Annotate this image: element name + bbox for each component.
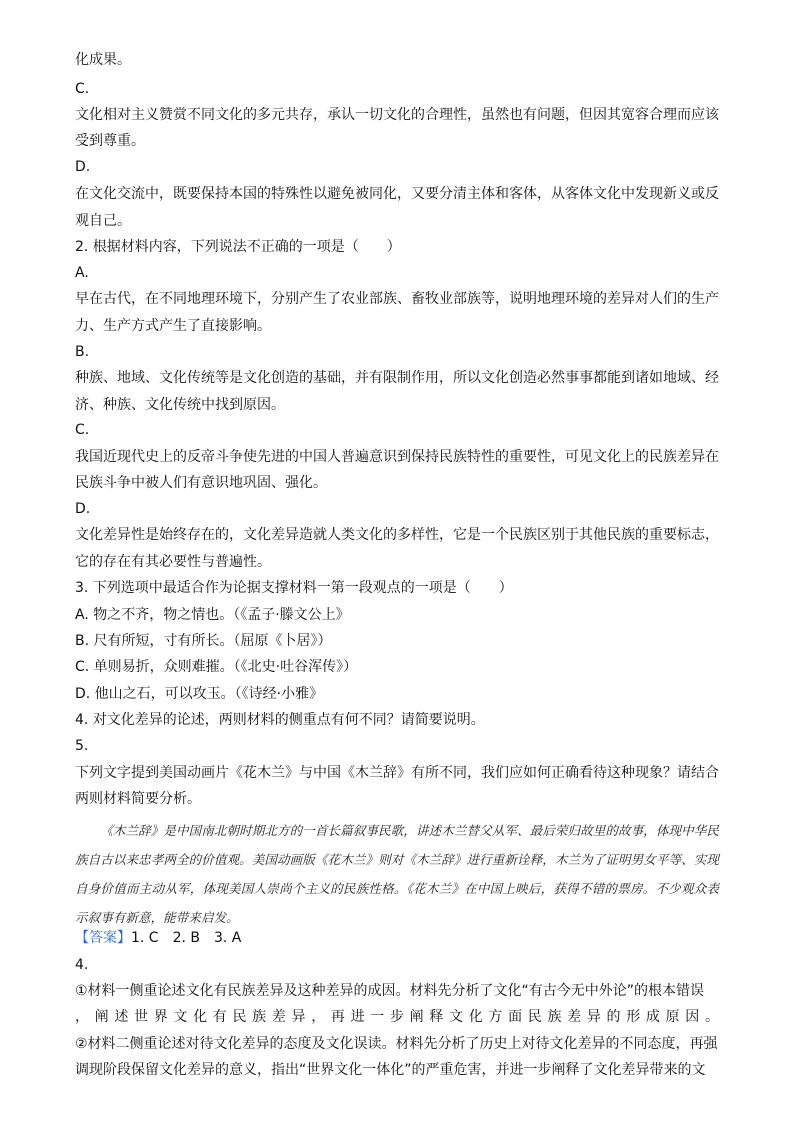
option-label: D. [75, 159, 91, 175]
text-line: 在文化交流中，既要保持本国的特殊性以避免被同化，又要分清主体和客体，从客体文化中发现新义或反 [75, 186, 719, 202]
question-number: 4. [75, 957, 89, 973]
question-2: 2. 根据材料内容，下列说法不正确的一项是（ ） [75, 239, 401, 255]
text-line: 文化差异性是始终存在的，文化差异造就人类文化的多样性，它是一个民族区别于其他民族的重要标志， [75, 527, 719, 543]
text-line: 观自己。 [75, 213, 131, 229]
answer-label: 【答案】 [75, 930, 131, 946]
option-c: C. 单则易折，众则难摧。（《北史·吐谷浑传》） [75, 659, 358, 675]
quoted-passage [75, 816, 719, 932]
option-a: A. 物之不齐，物之情也。（《孟子·滕文公上》 [75, 607, 350, 623]
question-number: 5. [75, 738, 89, 754]
answer-line [75, 928, 241, 948]
passage-text: 《木兰辞》是中国南北朝时期北方的一首长篇叙事民歌，讲述木兰替父从军、最后荣归故里的故事，体现中华民族自古以来忠孝两全的价值观。美国动画版《花木兰》则对《木兰辞》进行重新诠释，木兰为了证明男女平等、实现自身价值而主动从军，体现美国人崇尚个主义的民族性格。《花木兰》在中国上映后，获得不错的票房。不少观众表示叙事有新意，能带来启发。 [75, 823, 719, 925]
text-line: 调现阶段保留文化差异的意义，指出“世界文化一体化”的严重危害，并进一步阐释了文化差异带来的文 [75, 1062, 706, 1078]
text-line: 种族、地域、文化传统等是文化创造的基础，并有限制作用，所以文化创造必然事事都能到诸如地域、经 [75, 370, 719, 386]
option-label: C. [75, 422, 90, 438]
text-line: ②材料二侧重论述对待文化差异的态度及文化误读。材料先分析了历史上对待文化差异的不同态度，再强 [75, 1036, 718, 1052]
text-line: 受到尊重。 [75, 133, 145, 149]
text-line: 力、生产方式产生了直接影响。 [75, 318, 271, 334]
question-4: 4. 对文化差异的论述，两则材料的侧重点有何不同？请简要说明。 [75, 712, 485, 728]
text-line: 我国近现代史上的反帝斗争使先进的中国人普遍意识到保持民族特性的重要性，可见文化上的民族差异在 [75, 449, 719, 465]
option-b: B. 尺有所短，寸有所长。（屈原《卜居》） [75, 633, 332, 649]
text-line: 它的存在有其必要性与普遍性。 [75, 554, 271, 570]
text-line: 民族斗争中被人们有意识地巩固、强化。 [75, 475, 327, 491]
text-line: 济、种族、文化传统中找到原因。 [75, 397, 285, 413]
option-label: C. [75, 81, 90, 97]
option-label: A. [75, 265, 89, 281]
option-label: B. [75, 344, 90, 360]
text-line: 两则材料简要分析。 [75, 791, 201, 807]
question-3: 3. 下列选项中最适合作为论据支撑材料一第一段观点的一项是（ ） [75, 580, 513, 596]
text-line: ①材料一侧重论述文化有民族差异及这种差异的成因。材料先分析了文化“有古今无中外论”的根本错误 [75, 983, 705, 999]
option-label: D. [75, 501, 91, 517]
text-line: 化成果。 [75, 52, 131, 68]
text-line: 下列文字提到美国动画片《花木兰》与中国《木兰辞》有所不同，我们应如何正确看待这种现象？请结合 [75, 765, 719, 781]
option-d: D. 他山之石，可以攻玉。（《诗经·小雅》 [75, 686, 324, 702]
text-line: 早在古代，在不同地理环境下，分别产生了农业部族、畜牧业部族等，说明地理环境的差异对人们的生产 [75, 291, 719, 307]
text-line: 文化相对主义赞赏不同文化的多元共存，承认一切文化的合理性，虽然也有问题，但因其宽容合理而应该 [75, 107, 719, 123]
answer-text: 1. C 2. B 3. A [131, 930, 242, 946]
text-line: ，阐述世界文化有民族差异，再进一步阐释文化方面民族差异的形成原因。 [75, 1009, 719, 1025]
